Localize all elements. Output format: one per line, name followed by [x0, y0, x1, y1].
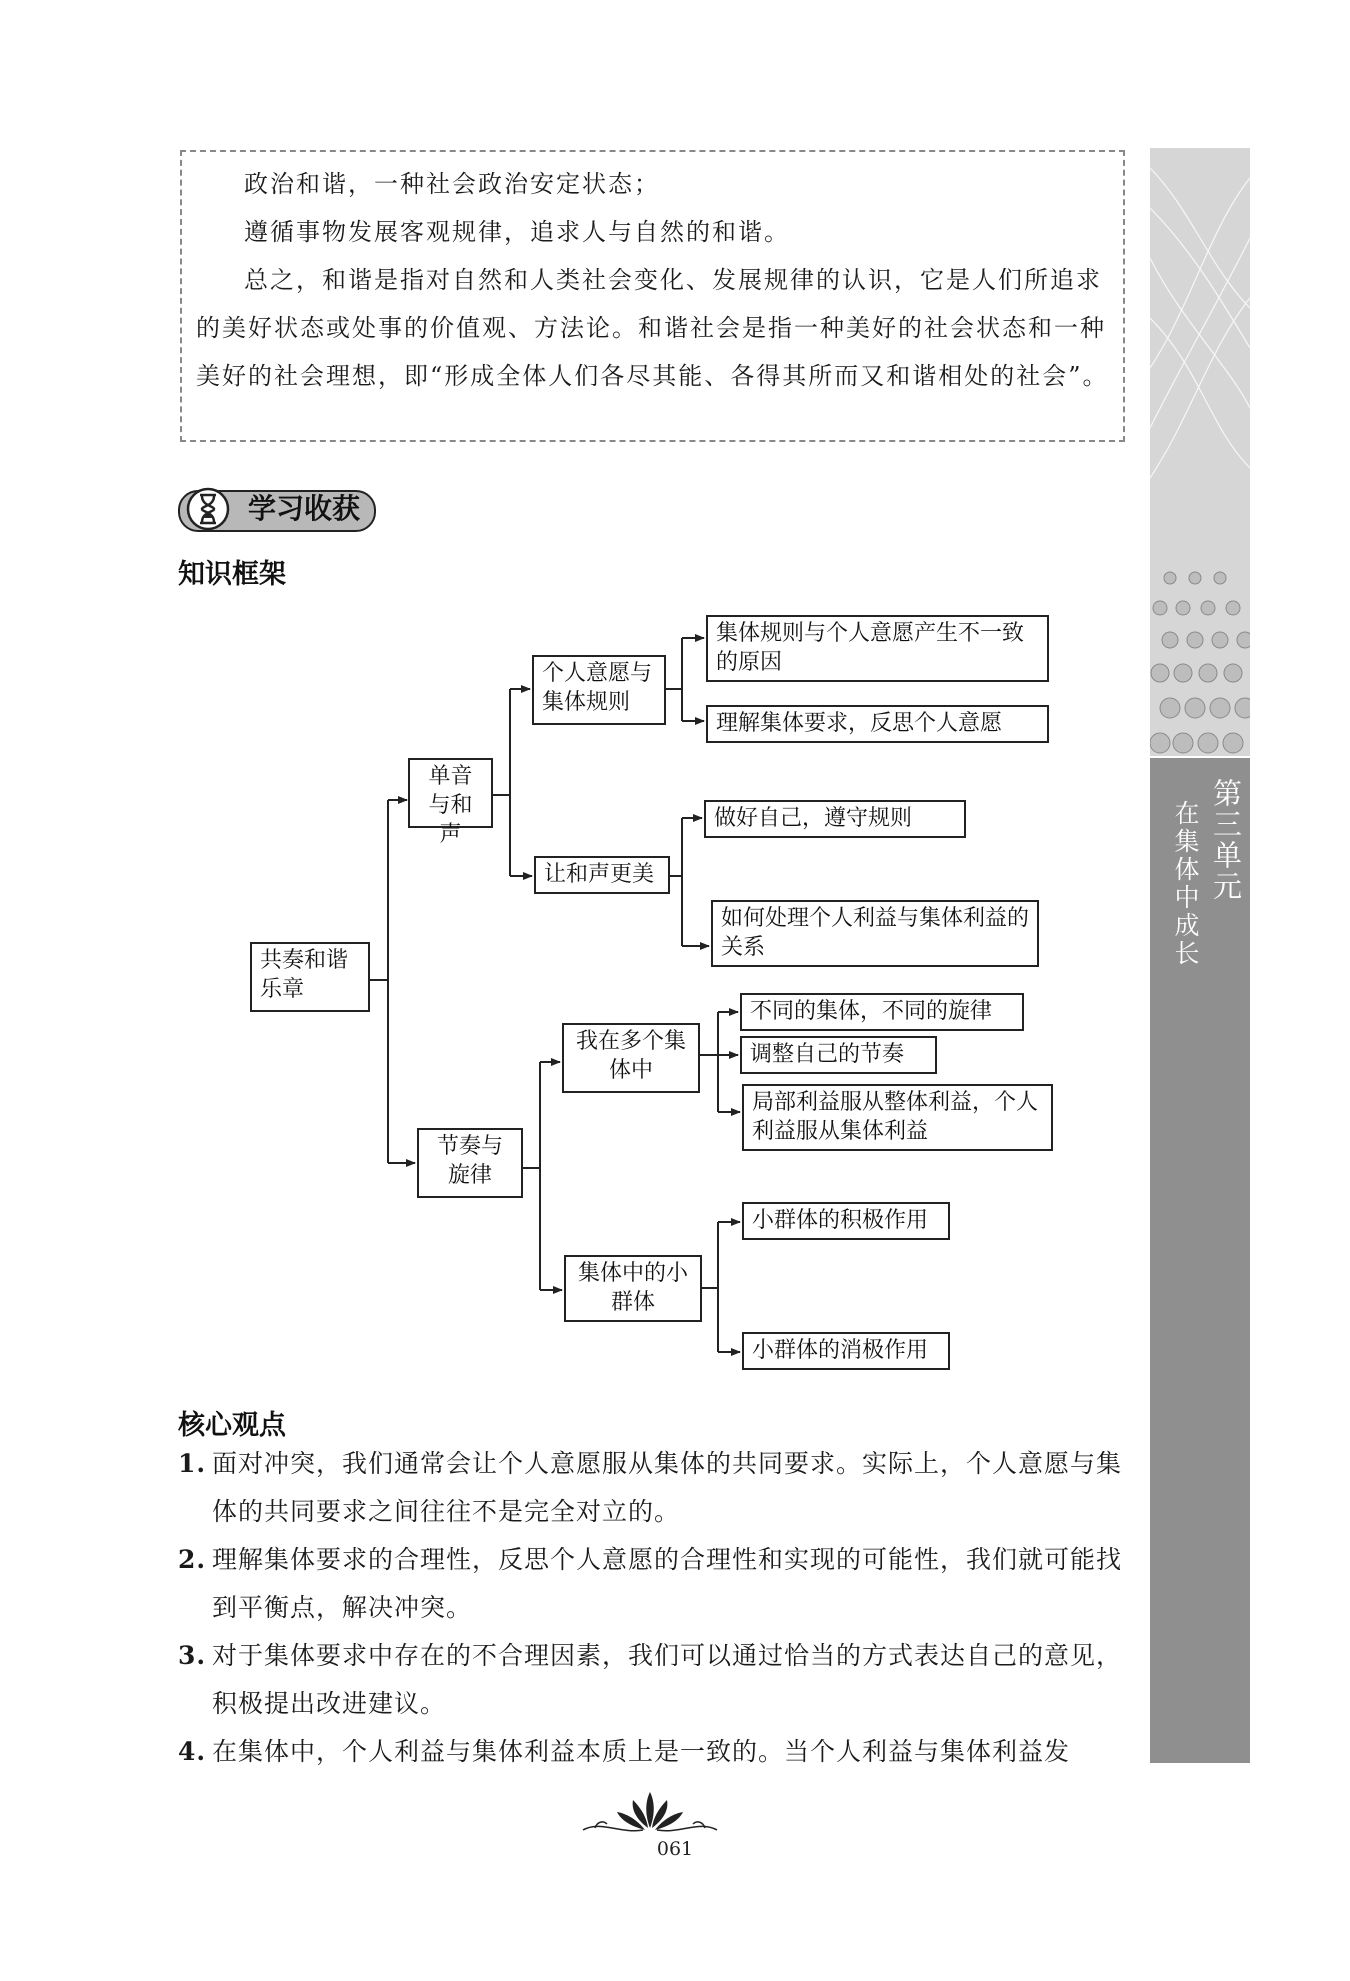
leaf-node: 不同的集体，不同的旋律: [740, 993, 1024, 1031]
section-title: 学习收获: [248, 492, 361, 525]
intro-summary: 总之，和谐是指对自然和人类社会变化、发展规律的认识，它是人们所追求的美好状态或处事的价值观、方法论。和谐社会是指一种美好的社会状态和一种美好的社会理想，即“形成全体人们各尽其能、各得其所而又和谐相处的社会”。: [196, 266, 1109, 390]
core-point: 4. 在集体中，个人利益与集体利益本质上是一致的。当个人利益与集体利益发: [178, 1737, 1071, 1766]
category-node: 个人意愿与集体规则: [532, 655, 666, 725]
framework-heading: 知识框架: [178, 559, 286, 590]
side-strip-pattern: [1150, 148, 1250, 758]
leaf-node: 做好自己，遵守规则: [704, 800, 966, 838]
page-number: 061: [656, 1838, 694, 1860]
branch-node: 单音与和声: [408, 758, 493, 828]
core-point: 1. 面对冲突，我们通常会让个人意愿服从集体的共同要求。实际上，个人意愿与集体的共同要求之间往往不是完全对立的。: [178, 1449, 1123, 1526]
leaf-node: 理解集体要求，反思个人意愿: [706, 705, 1049, 743]
branch-node: 节奏与旋律: [417, 1128, 523, 1198]
leaf-node: 如何处理个人利益与集体利益的关系: [711, 900, 1039, 967]
unit-title: 第三单元: [1209, 778, 1243, 902]
core-point: 2. 理解集体要求的合理性，反思个人意愿的合理性和实现的可能性，我们就可能找到平衡点，解决冲突。: [178, 1545, 1123, 1622]
core-points: [178, 1440, 1128, 1776]
framework-root: 共奏和谐乐章: [250, 942, 370, 1012]
leaf-node: 集体规则与个人意愿产生不一致的原因: [706, 615, 1049, 682]
intro-line: 遵循事物发展客观规律，追求人与自然的和谐。: [244, 218, 790, 246]
hourglass-icon: [186, 486, 242, 532]
intro-box: [180, 150, 1125, 442]
intro-line: 政治和谐，一种社会政治安定状态；: [244, 170, 660, 198]
leaf-node: 局部利益服从整体利益，个人利益服从集体利益: [742, 1084, 1053, 1151]
unit-subtitle: 在集体中成长: [1171, 800, 1200, 968]
leaf-node: 小群体的消极作用: [742, 1332, 950, 1370]
leaf-ornament-icon: [575, 1790, 725, 1840]
section-header: [178, 486, 378, 532]
leaf-node: 小群体的积极作用: [742, 1202, 950, 1240]
leaf-node: 调整自己的节奏: [740, 1036, 937, 1074]
dot-pattern: [1150, 148, 1250, 758]
core-heading: 核心观点: [178, 1410, 286, 1441]
core-point: 3. 对于集体要求中存在的不合理因素，我们可以通过恰当的方式表达自己的意见，积极提出改进建议。: [178, 1641, 1123, 1718]
category-node: 让和声更美: [534, 856, 670, 894]
category-node: 集体中的小群体: [564, 1255, 702, 1322]
category-node: 我在多个集体中: [562, 1023, 700, 1093]
